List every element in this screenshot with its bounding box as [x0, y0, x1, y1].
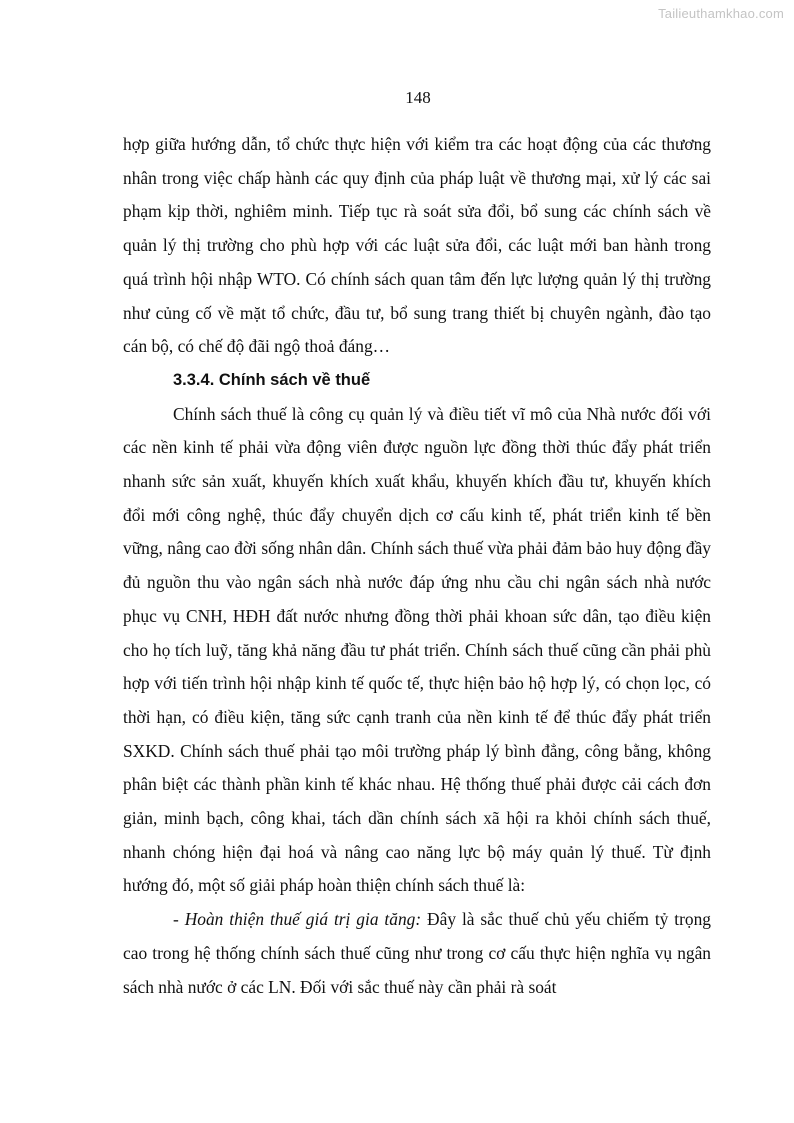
paragraph-continuation: hợp giữa hướng dẫn, tổ chức thực hiện với kiểm tra các hoạt động của các thương nhân trong việc chấp hành các quy định của pháp luật về thương mại, xử lý các sai phạm kịp thời, nghiêm minh. Tiếp tục rà soát sửa đổi, bổ sung các chính sách về quản lý thị trường cho phù hợp với các luật sửa đổi, các luật mới ban hành trong quá trình hội nhập WTO. Có chính sách quan tâm đến lực lượng quản lý thị trường như củng cố về mặt tổ chức, đầu tư, bổ sung trang thiết bị chuyên ngành, đào tạo cán bộ, có chế độ đãi ngộ thoả đáng…: [123, 134, 711, 357]
paragraph-vat: [123, 903, 711, 1004]
watermark: Tailieuthamkhao.com: [658, 6, 784, 21]
document-body: [123, 128, 711, 1004]
paragraph-tax-policy: Chính sách thuế là công cụ quản lý và điều tiết vĩ mô của Nhà nước đối với các nền kinh tế phải vừa động viên được nguồn lực đồng thời thúc đẩy phát triển nhanh sức sản xuất, khuyến khích xuất khẩu, khuyến khích đầu tư, khuyến khích đổi mới công nghệ, thúc đẩy chuyển dịch cơ cấu kinh tế, phát triển kinh tế bền vững, nâng cao đời sống nhân dân. Chính sách thuế vừa phải đảm bảo huy động đầy đủ nguồn thu vào ngân sách nhà nước đáp ứng nhu cầu chi ngân sách nhà nước phục vụ CNH, HĐH đất nước nhưng đồng thời phải khoan sức dân, tạo điều kiện cho họ tích luỹ, tăng khả năng đầu tư phát triển. Chính sách thuế cũng cần phải phù hợp với tiến trình hội nhập kinh tế quốc tế, thực hiện bảo hộ hợp lý, có chọn lọc, có thời hạn, có điều kiện, tăng sức cạnh tranh của nền kinh tế để thúc đẩy phát triển SXKD. Chính sách thuế phải tạo môi trường pháp lý bình đẳng, công bằng, không phân biệt các thành phần kinh tế khác nhau. Hệ thống thuế phải được cải cách đơn giản, minh bạch, công khai, tách dần chính sách xã hội ra khỏi chính sách thuế, nhanh chóng hiện đại hoá và nâng cao năng lực bộ máy quản lý thuế. Từ định hướng đó, một số giải pháp hoàn thiện chính sách thuế là:: [123, 403, 711, 896]
paragraph-vat-body: Đây là sắc thuế chủ yếu chiếm tỷ trọng cao trong hệ thống chính sách thuế cũng như trong cơ cấu thực hiện nghĩa vụ ngân sách nhà nước ở các LN. Đối với sắc thuế này cần phải rà soát: [123, 909, 711, 997]
paragraph-vat-lead: - Hoàn thiện thuế giá trị gia tăng:: [173, 909, 422, 930]
page-number: 148: [405, 88, 431, 107]
section-heading: 3.3.4. Chính sách về thuế: [173, 370, 371, 389]
